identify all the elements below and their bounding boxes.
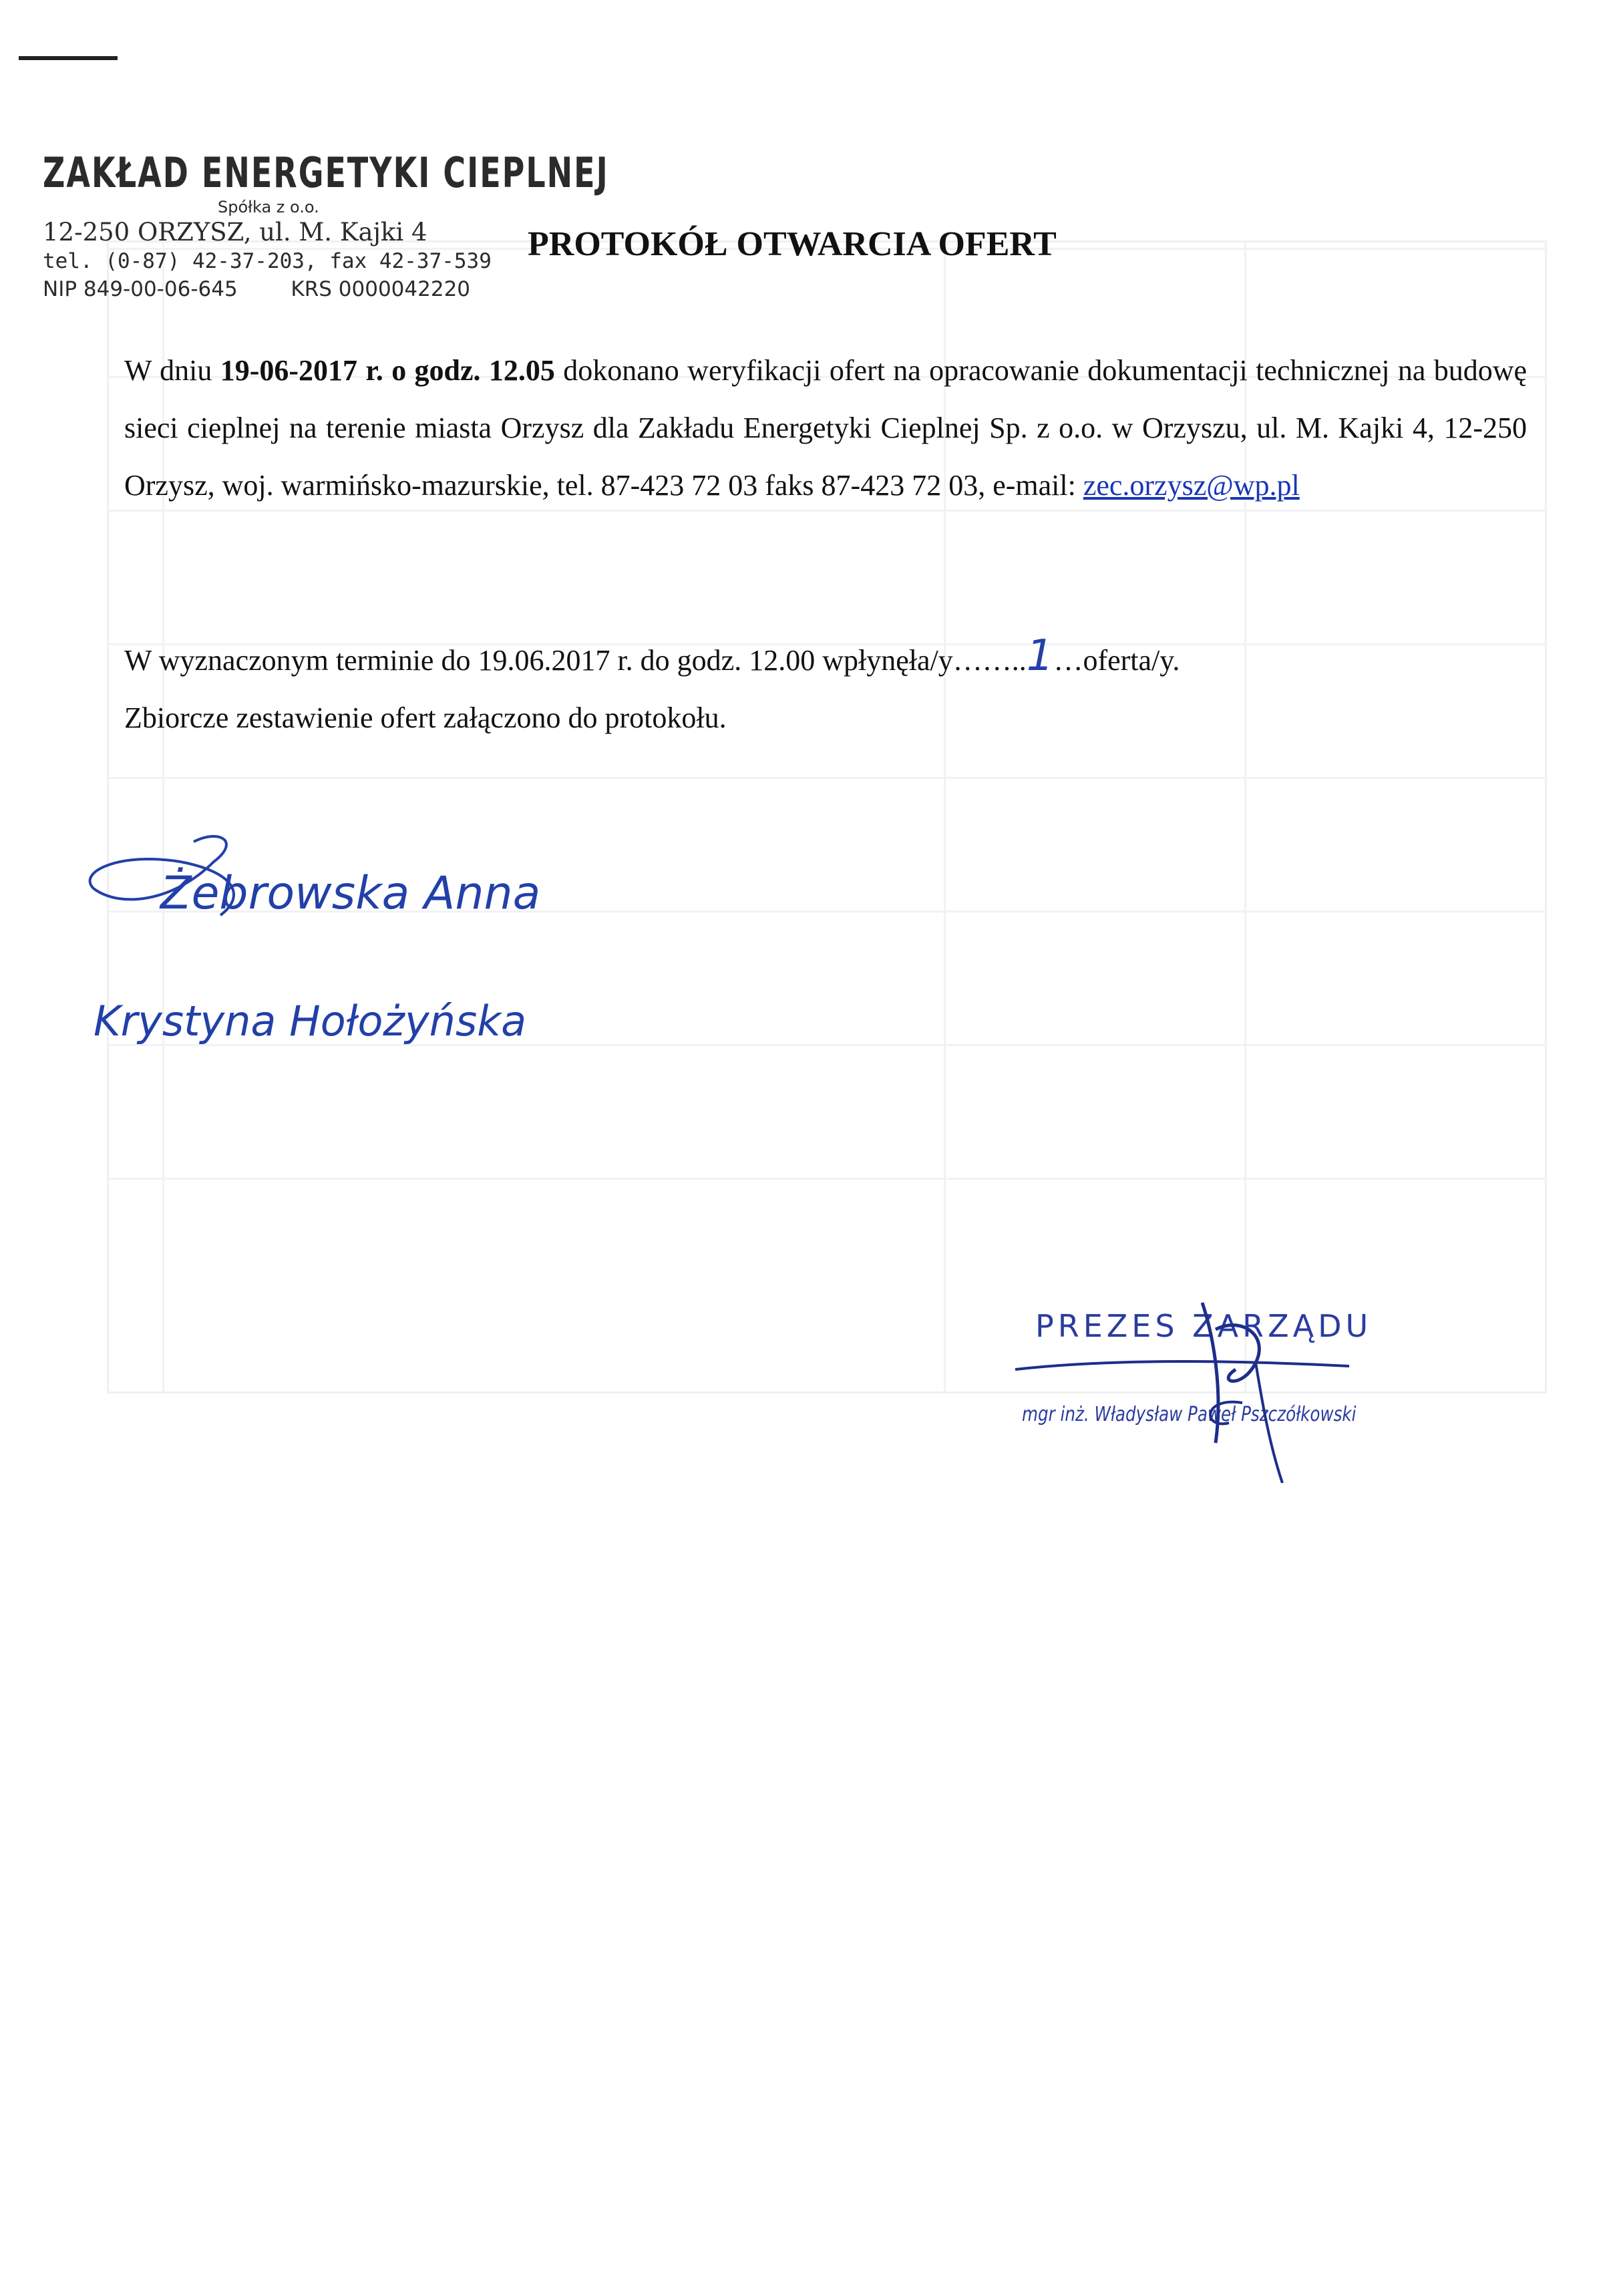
stamp-phone-fax: tel. (0-87) 42-37-203, fax 42-37-539 [43,249,492,273]
offers-count-handwritten: 1 [1026,631,1054,681]
stamp-ids [43,277,504,301]
company-stamp [43,148,609,301]
handwritten-signatures [80,822,681,1116]
president-name: mgr inż. Władysław Paweł Pszczółkowski [1022,1403,1357,1426]
verification-lead: W dniu [124,354,212,387]
stamp-nip: NIP 849-00-06-645 [43,277,238,301]
verification-text: dokonano weryfikacji ofert na opracowanie dokumentacji technicznej na budowę sieci cieplnej na terenie miasta Orzysz dla Zakładu Energetyki Cieplnej Sp. z o.o. w Orzyszu, ul. M. Kajki 4, 12-250 Orzysz, woj. warmińsko-mazurskie, tel. 87-423 72 03 faks 87-423 72 03, e-mail: [124,354,1528,502]
president-title: PREZES ZARZĄDU [1035,1308,1373,1344]
offers-suffix: …oferta/y. [1053,644,1180,677]
stamp-legal-form: Spółka z o.o. [218,198,319,216]
document-title: PROTOKÓŁ OTWARCIA OFERT [528,225,1057,263]
stamp-company-name: ZAKŁAD ENERGETYKI CIEPLNEJ [43,148,609,197]
signature-drawing [80,822,681,1116]
offers-dots: …….. [952,644,1027,677]
president-signature [1002,1289,1469,1483]
president-stamp [1002,1289,1469,1483]
verification-date: 19-06-2017 r. o godz. 12.05 [220,354,555,387]
paragraph-offers-received [124,632,1527,689]
stamp-address: 12-250 ORZYSZ, ul. M. Kajki 4 [43,218,427,247]
scan-mark [19,56,118,60]
signature-line-1: Żebrowska Anna [160,867,541,920]
stamp-krs: KRS 0000042220 [291,277,471,301]
paragraph-verification [124,342,1527,514]
email-link[interactable]: zec.orzysz@wp.pl [1083,469,1300,502]
offers-received-text: W wyznaczonym terminie do 19.06.2017 r. do godz. 12.00 wpłynęła/y [124,644,953,677]
signature-line-2: Krystyna Hołożyńska [94,997,527,1045]
paragraph-attachment: Zbiorcze zestawienie ofert załączono do protokołu. [124,701,727,734]
